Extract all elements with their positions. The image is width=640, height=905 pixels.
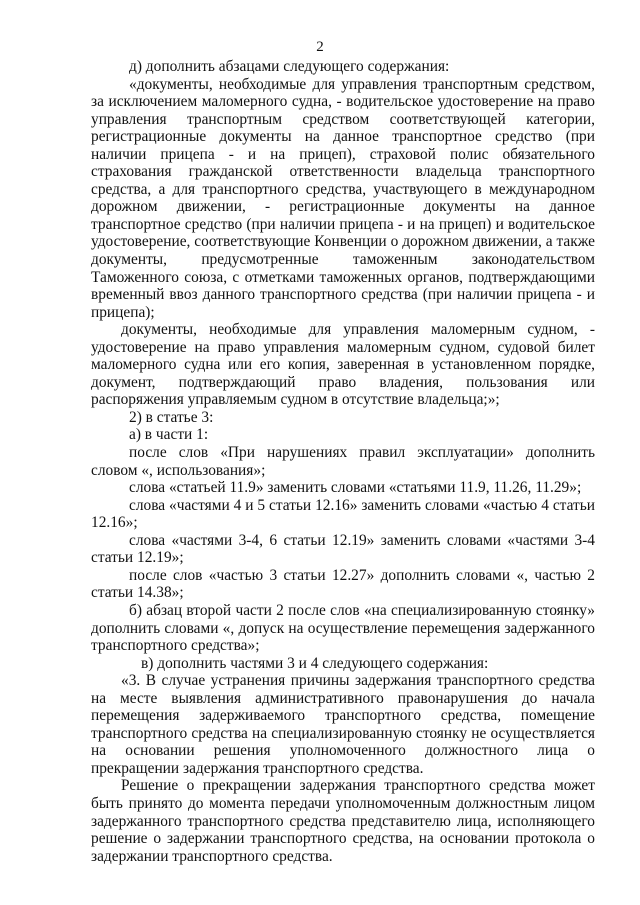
paragraph-small-vessel-documents: документы, необходимые для управления маломерным судном, - удостоверение на право управления маломерным судном, судовой билет маломерного судна или его копия, заверенная в установленном порядке, документ, подтверждающий право владения, пользования или распоряжения управляемым судном в отсутствие владельца;»; xyxy=(91,321,595,409)
paragraph-add-parts-3-4: в) дополнить частями 3 и 4 следующего содержания: xyxy=(141,654,489,672)
paragraph-after-words-exploitation: после слов «При нарушениях правил эксплуатации» дополнить словом «, использования»; xyxy=(91,444,595,479)
paragraph-article-12-27: после слов «частью 3 статьи 12.27» дополнить словами «, частью 2 статьи 14.38»; xyxy=(91,566,595,602)
paragraph-article-12-16: слова «частями 4 и 5 статьи 12.16» заменить словами «частью 4 статьи 12.16»; xyxy=(91,496,595,532)
paragraph-vehicle-documents: «документы, необходимые для управления транспортным средством, за исключением маломерного судна, - водительское удостоверение на право управления транспортным средством соответствующей категории, регистрационные документы на данное транспортное средство (при наличии прицепа - и на прицеп), страховой полис обязательного страхования гражданской ответственности владельца транспортного средства, а для транспортного средства, участвующего в международном дорожном движении, - регистрационные документы на данное транспортное средство (при наличии прицепа - и на прицеп) и водительское удостоверение, соответствующие Конвенции о дорожном движении, а также документы, предусмотренные таможенным законодательством Таможенного союза, с отметками таможенных органов, подтверждающими временный ввоз данного транспортного средства (при наличии прицепа - и прицепа); xyxy=(91,75,595,321)
page-number: 2 xyxy=(316,39,324,55)
paragraph-article-12-19: слова «частями 3-4, 6 статьи 12.19» заменить словами «частями 3-4 статьи 12.19»; xyxy=(91,531,595,567)
document-body xyxy=(91,58,595,865)
paragraph-termination-decision: Решение о прекращении задержания транспортного средства может быть принято до момента передачи уполномоченным должностным лицом задержанного транспортного средства представителю лица, исполняющего решение о задержании транспортного средства, на основании протокола о задержании транспортного средства. xyxy=(91,777,595,865)
paragraph-article-3: 2) в статье 3: xyxy=(129,408,214,426)
paragraph-amendment-d: д) дополнить абзацами следующего содержания: xyxy=(129,58,450,75)
paragraph-part-1: а) в части 1: xyxy=(129,426,209,444)
paragraph-part-3-text: «3. В случае устранения причины задержания транспортного средства на месте выявления административного правонарушения до начала перемещения задерживаемого транспортного средства, помещение транспортного средства на специализированную стоянку не осуществляется на основании решения уполномоченного должностного лица о прекращении задержания транспортного средства. xyxy=(91,672,595,777)
paragraph-article-11-9: слова «статьей 11.9» заменить словами «статьями 11.9, 11.26, 11.29»; xyxy=(129,479,582,497)
paragraph-part-2-b: б) абзац второй части 2 после слов «на специализированную стоянку» дополнить словами «, допуск на осуществление перемещения задержанного транспортного средства»; xyxy=(91,601,595,655)
